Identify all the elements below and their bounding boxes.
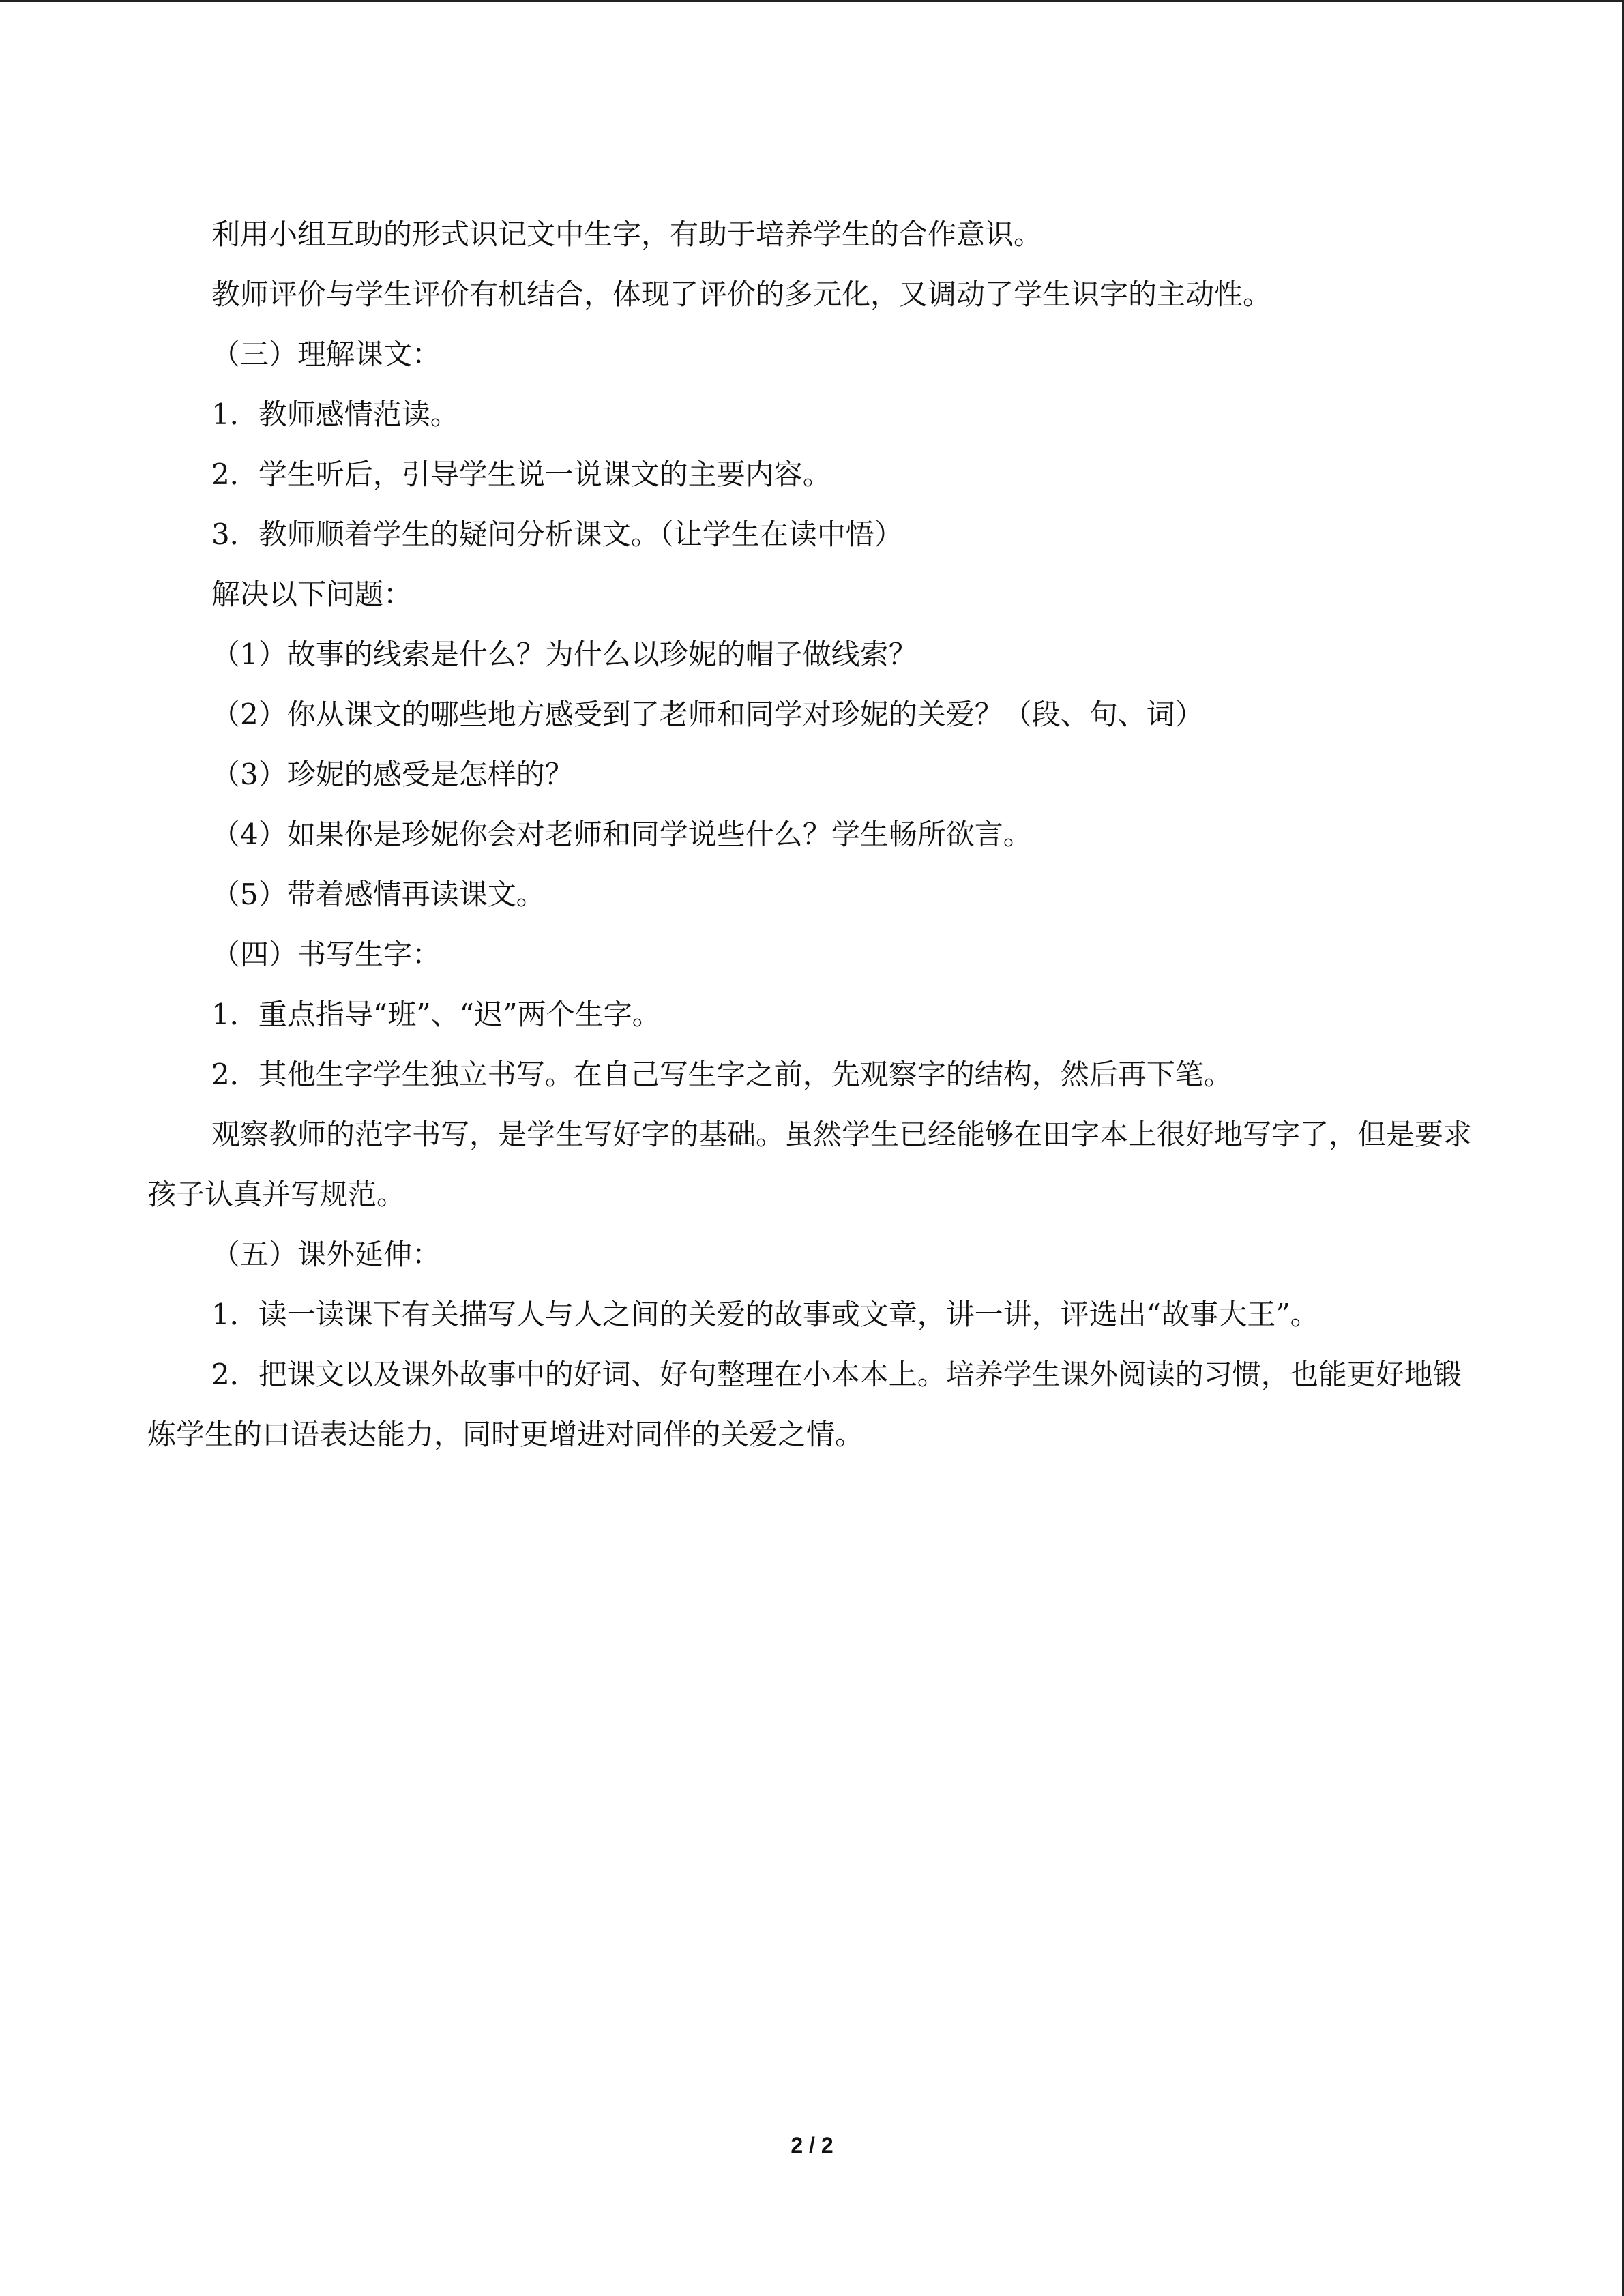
paragraph-observe-writing: 观察教师的范字书写，是学生写好字的基础。虽然学生已经能够在田字本上很好地写字了，但是要求孩子认真并写规范。 [147, 1118, 1473, 1211]
paragraph-group-help: 利用小组互助的形式识记文中生字，有助于培养学生的合作意识。 [211, 218, 1043, 251]
question-item-4: （4）如果你是珍妮你会对老师和同学说些什么？学生畅所欲言。 [211, 818, 1032, 851]
question-item-3: （3）珍妮的感受是怎样的？ [211, 758, 574, 791]
list-item-main-content: 2．学生听后，引导学生说一说课文的主要内容。 [211, 458, 831, 491]
paragraph-questions-intro: 解决以下问题： [211, 578, 413, 611]
section-heading-writing: （四）书写生字： [211, 938, 441, 971]
document-body [147, 205, 1484, 1465]
section-heading-extension: （五）课外延伸： [211, 1238, 441, 1271]
question-item-2: （2）你从课文的哪些地方感受到了老师和同学对珍妮的关爱？（段、句、词） [211, 698, 1204, 731]
section-heading-understand-text: （三）理解课文： [211, 338, 441, 371]
list-item-collect-words: 2．把课文以及课外故事中的好词、好句整理在小本本上。培养学生课外阅读的习惯，也能更好地锻炼学生的口语表达能力，同时更增进对同伴的关爱之情。 [147, 1358, 1462, 1451]
paragraph-evaluation: 教师评价与学生评价有机结合，体现了评价的多元化，又调动了学生识字的主动性。 [211, 278, 1272, 311]
list-item-teacher-reading: 1．教师感情范读。 [211, 398, 459, 431]
question-item-5: （5）带着感情再读课文。 [211, 878, 545, 911]
list-item-read-stories: 1．读一读课下有关描写人与人之间的关爱的故事或文章，讲一讲，评选出“故事大王”。 [211, 1298, 1319, 1331]
list-item-independent-writing: 2．其他生字学生独立书写。在自己写生字之前，先观察字的结构，然后再下笔。 [211, 1058, 1232, 1091]
question-item-1: （1）故事的线索是什么？为什么以珍妮的帽子做线索？ [211, 638, 917, 671]
list-item-key-characters: 1．重点指导“班”、“迟”两个生字。 [211, 998, 661, 1031]
list-item-analysis: 3．教师顺着学生的疑问分析课文。（让学生在读中悟） [211, 518, 903, 551]
page-number: 2 / 2 [791, 2133, 833, 2158]
